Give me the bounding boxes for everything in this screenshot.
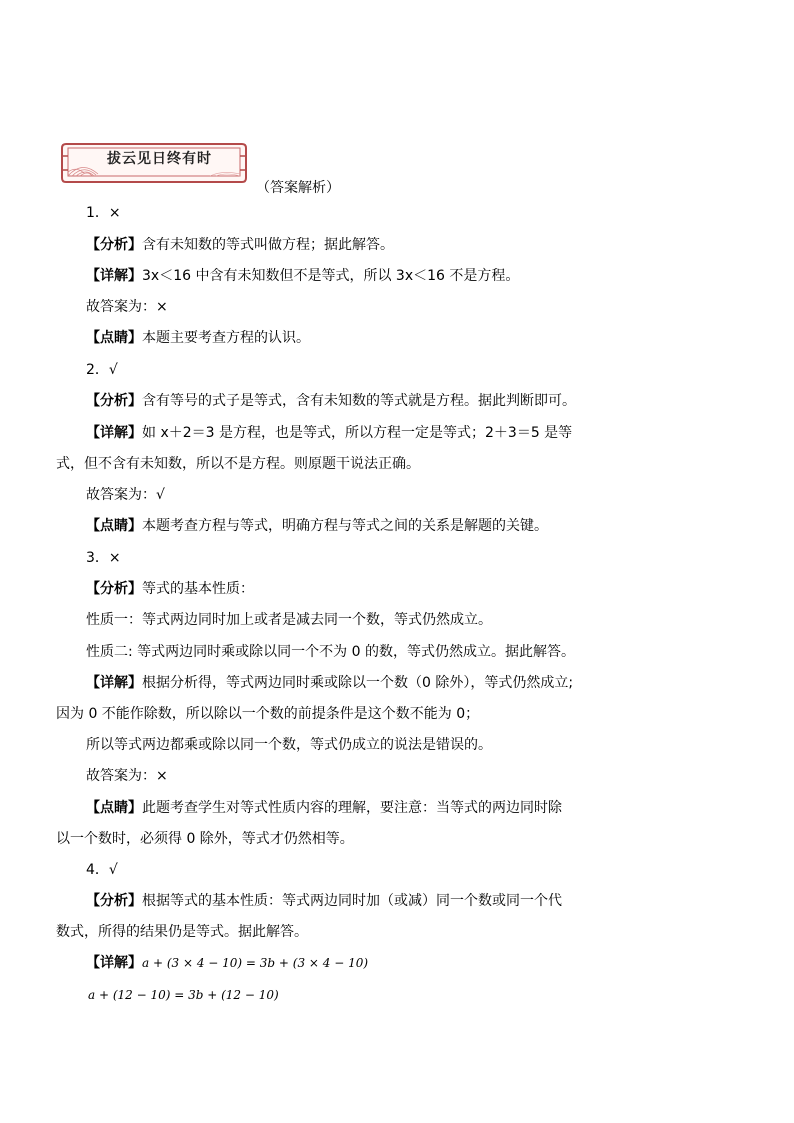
q1-detail	[86, 267, 519, 285]
q2-analysis-text: 含有等号的式子是等式，含有未知数的等式就是方程。据此判断即可。	[142, 393, 576, 409]
q4-analysis-tag: 【分析】	[86, 893, 142, 909]
q2-comment-text: 本题考查方程与等式，明确方程与等式之间的关系是解题的关键。	[142, 518, 548, 534]
answer-analysis-subtitle: （答案解析）	[256, 180, 340, 196]
q4-analysis-line-1	[86, 892, 562, 910]
q1-analysis	[86, 236, 394, 254]
q3-property-1: 性质一：等式两边同时加上或者是减去同一个数，等式仍然成立。	[86, 612, 492, 628]
q3-comment-text-1: 此题考查学生对等式性质内容的理解，要注意：当等式的两边同时除	[142, 800, 562, 816]
q3-comment-line-1	[86, 799, 562, 817]
q1-comment	[86, 329, 310, 347]
q1-number: 1．×	[86, 205, 121, 221]
q3-detail-line-2: 因为 0 不能作除数，所以除以一个数的前提条件是这个数不能为 0；	[56, 706, 480, 722]
q4-detail-tag: 【详解】	[86, 955, 142, 971]
q4-analysis-line-2: 数式，所得的结果仍是等式。据此解答。	[56, 924, 308, 940]
q2-number: 2．√	[86, 362, 118, 378]
q3-detail-line-1	[86, 674, 573, 692]
q3-detail-line-3: 所以等式两边都乘或除以同一个数，等式仍成立的说法是错误的。	[86, 737, 492, 753]
q1-comment-tag: 【点睛】	[86, 330, 142, 346]
q3-comment-tag: 【点睛】	[86, 800, 142, 816]
q2-comment-tag: 【点睛】	[86, 518, 142, 534]
q2-detail-line-1	[86, 424, 572, 442]
q3-analysis-text: 等式的基本性质：	[142, 581, 254, 597]
q3-comment-line-2: 以一个数时，必须得 0 除外，等式才仍然相等。	[56, 831, 354, 847]
q4-formula-2: a + (12 − 10) = 3b + (12 − 10)	[88, 988, 279, 1002]
q1-analysis-tag: 【分析】	[86, 237, 142, 253]
q1-comment-text: 本题主要考查方程的认识。	[142, 330, 310, 346]
q2-detail-tag: 【详解】	[86, 425, 142, 441]
q2-comment	[86, 517, 548, 535]
banner-title: 拔云见日终有时	[107, 151, 212, 167]
q1-analysis-text: 含有未知数的等式叫做方程；据此解答。	[142, 237, 394, 253]
q3-analysis	[86, 580, 254, 598]
q3-property-2: 性质二: 等式两边同时乘或除以同一个不为 0 的数，等式仍然成立。据此解答。	[86, 644, 575, 660]
section-banner	[60, 140, 248, 186]
q4-formula-1: a + (3 × 4 − 10) = 3b + (3 × 4 − 10)	[142, 956, 369, 970]
q1-detail-tag: 【详解】	[86, 268, 142, 284]
q3-answer: 故答案为：×	[86, 768, 168, 784]
q4-analysis-text-1: 根据等式的基本性质：等式两边同时加（或减）同一个数或同一个代	[142, 893, 562, 909]
q3-analysis-tag: 【分析】	[86, 581, 142, 597]
q4-number: 4．√	[86, 862, 118, 878]
q3-detail-tag: 【详解】	[86, 675, 142, 691]
q2-detail-line-2: 式，但不含有未知数，所以不是方程。则原题干说法正确。	[56, 456, 420, 472]
q4-detail-line-1	[86, 954, 368, 972]
q2-analysis	[86, 392, 576, 410]
q1-detail-text: 3x＜16 中含有未知数但不是等式，所以 3x＜16 不是方程。	[142, 268, 520, 284]
q3-number: 3．×	[86, 550, 121, 566]
q2-detail-text-1: 如 x＋2＝3 是方程，也是等式，所以方程一定是等式；2＋3＝5 是等	[142, 425, 573, 441]
q1-answer: 故答案为：×	[86, 299, 168, 315]
q3-detail-text-1: 根据分析得，等式两边同时乘或除以一个数（0 除外），等式仍然成立;	[142, 675, 574, 691]
q2-analysis-tag: 【分析】	[86, 393, 142, 409]
q2-answer: 故答案为：√	[86, 487, 165, 503]
